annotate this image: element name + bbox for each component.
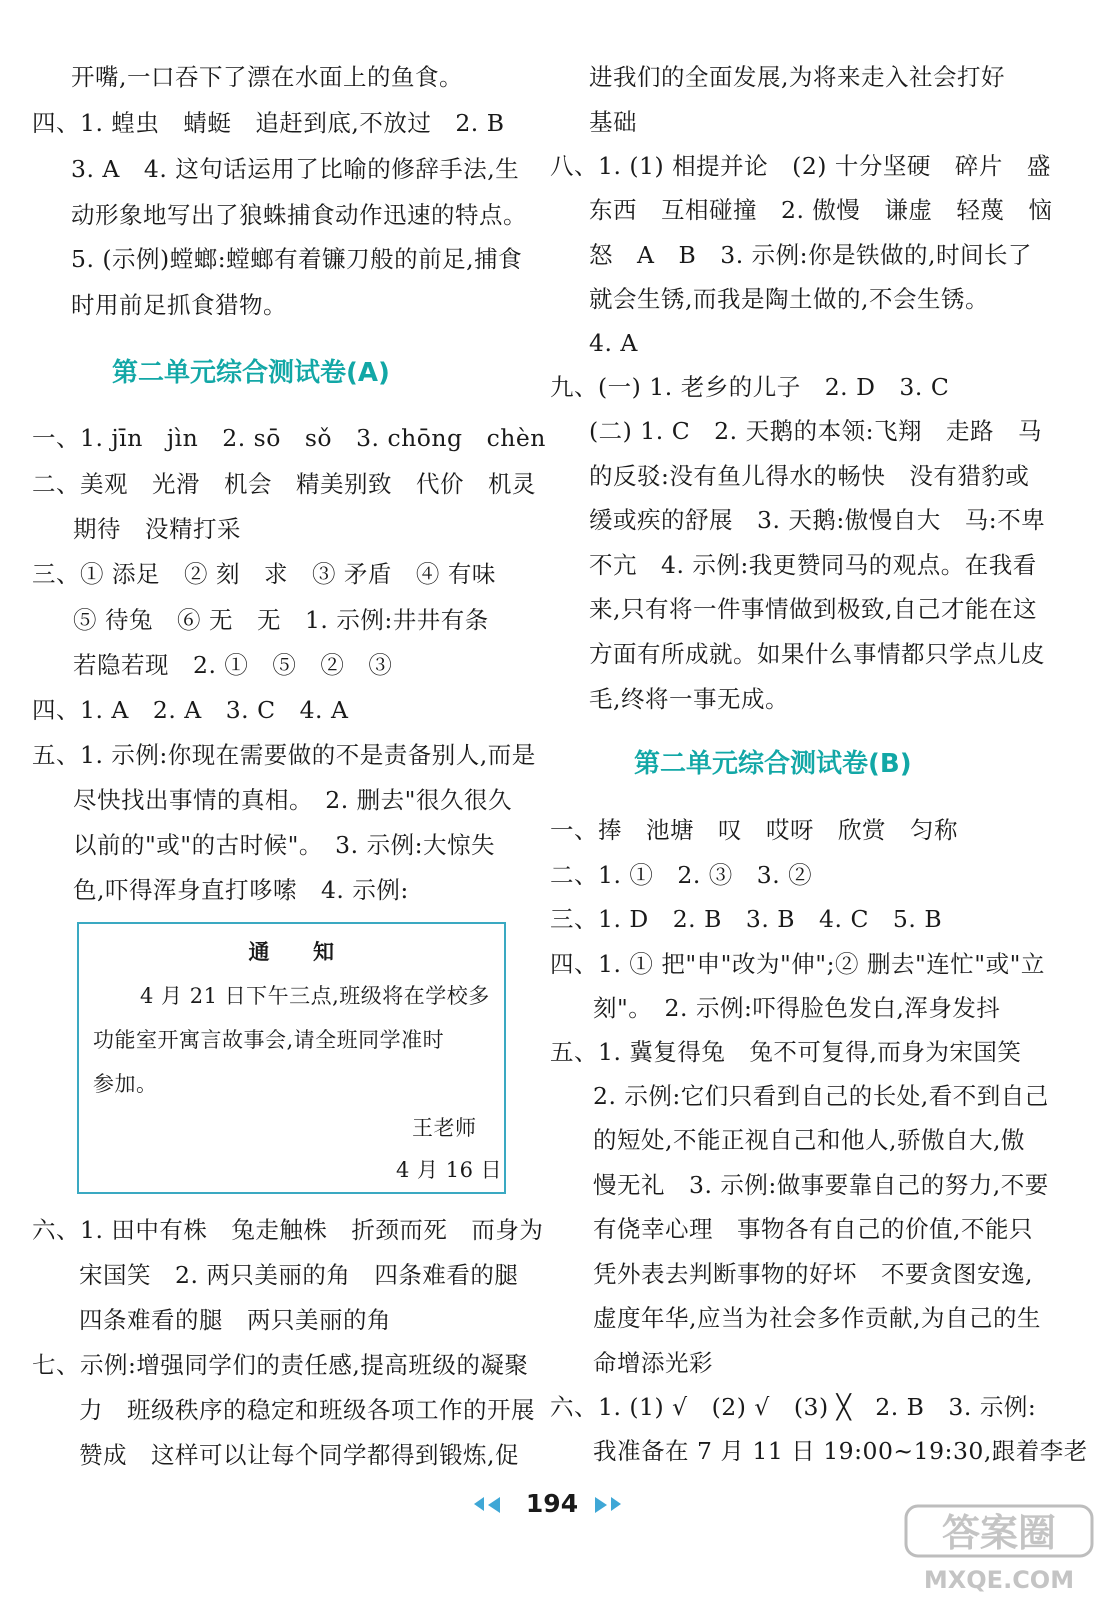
answer-line: 怒 A B 3. 示例:你是铁做的,时间长了 [589,241,1033,269]
answer-line: ⑤ 待兔 ⑥ 无 无 1. 示例:井井有条 [73,606,489,634]
answer-line: 五、1. 冀复得兔 兔不可复得,而身为宋国笑 [550,1038,1022,1066]
answer-line: 基础 [589,108,637,136]
section-heading-b: 第二单元综合测试卷(B) [634,749,912,779]
watermark-logo [898,1500,1098,1600]
answer-line: 四条难看的腿 两只美丽的角 [79,1306,391,1334]
arrow-right-icon [595,1497,607,1513]
arrow-left-icon [474,1497,484,1511]
notice-title: 通 知 [248,939,335,964]
intro-line: 开嘴,一口吞下了漂在水面上的鱼食。 [71,63,463,91]
answer-line: 3. A 4. 这句话运用了比喻的修辞手法,生 [71,155,520,183]
answer-line: 二、1. ① 2. ③ 3. ② [550,861,813,889]
answer-line: 若隐若现 2. ① ⑤ ② ③ [73,651,393,679]
answer-line: 的短处,不能正视自己和他人,骄傲自大,傲 [593,1126,1025,1154]
answer-line: 九、(一) 1. 老乡的儿子 2. D 3. C [550,373,950,401]
answer-line: 就会生锈,而我是陶土做的,不会生锈。 [589,285,989,313]
page-number: 194 [525,1489,579,1518]
answer-line: 期待 没精打采 [73,515,241,543]
answer-line: 宋国笑 2. 两只美丽的角 四条难看的腿 [79,1261,519,1289]
answer-line: 缓或疾的舒展 3. 天鹅:傲慢自大 马:不卑 [589,506,1046,534]
answer-line: 2. 示例:它们只看到自己的长处,看不到自己 [593,1082,1049,1110]
notice-body-line: 参加。 [93,1072,158,1096]
answer-line: 色,吓得浑身直打哆嗦 4. 示例: [73,876,409,904]
answer-line: 赞成 这样可以让每个同学都得到锻炼,促 [79,1441,519,1469]
answer-line: 四、1. ① 把"申"改为"伸";② 删去"连忙"或"立 [550,950,1045,978]
svg-text:MXQE.COM: MXQE.COM [923,1566,1075,1594]
answer-line: 5. (示例)螳螂:螳螂有着镰刀般的前足,捕食 [71,245,523,273]
answer-line: 来,只有将一件事情做到极致,自己才能在这 [589,595,1037,623]
answer-line: 以前的"或"的古时候"。 3. 示例:大惊失 [73,831,495,859]
answer-line: 时用前足抓食猎物。 [71,291,287,319]
answer-line: 一、捧 池塘 叹 哎呀 欣赏 匀称 [550,816,958,844]
answer-line: 四、1. 蝗虫 蜻蜓 追赶到底,不放过 2. B [32,109,505,137]
answer-line: 的反驳:没有鱼儿得水的畅快 没有猎豹或 [589,462,1030,490]
answer-line: 尽快找出事情的真相。 2. 删去"很久很久 [73,786,512,814]
answer-line: 二、美观 光滑 机会 精美别致 代价 机灵 [32,470,536,498]
answer-line: 慢无礼 3. 示例:做事要靠自己的努力,不要 [593,1171,1049,1199]
answer-line: 毛,终将一事无成。 [589,685,789,713]
answer-line: 六、1. 田中有株 兔走触株 折颈而死 而身为 [32,1216,544,1244]
answer-line: 东西 互相碰撞 2. 傲慢 谦虚 轻蔑 恼 [589,196,1053,224]
answer-line: 方面有所成就。如果什么事情都只学点儿皮 [589,640,1045,668]
answer-line: 虚度年华,应当为社会多作贡献,为自己的生 [593,1304,1041,1332]
answer-line: 4. A [589,329,638,357]
answer-line: 力 班级秩序的稳定和班级各项工作的开展 [79,1396,535,1424]
answer-line: 不亢 4. 示例:我更赞同马的观点。在我看 [589,551,1037,579]
answer-line: (二) 1. C 2. 天鹅的本领:飞翔 走路 马 [589,417,1042,445]
answer-line: 进我们的全面发展,为将来走入社会打好 [589,63,1005,91]
answer-line: 一、1. jīn jìn 2. sō sǒ 3. chōng chèn [32,424,546,452]
arrow-left-icon [488,1497,500,1513]
arrow-right-icon [611,1497,621,1511]
notice-signature: 王老师 [412,1116,477,1140]
answer-line: 七、示例:增强同学们的责任感,提高班级的凝聚 [32,1351,529,1379]
answer-line: 三、1. D 2. B 3. B 4. C 5. B [550,905,943,933]
answer-line: 动形象地写出了狼蛛捕食动作迅速的特点。 [71,201,527,229]
section-heading-a: 第二单元综合测试卷(A) [112,358,390,388]
notice-box [77,922,506,1194]
notice-body-line: 功能室开寓言故事会,请全班同学准时 [93,1028,445,1052]
watermark-graphic [898,1500,1098,1600]
answer-line: 三、① 添足 ② 刻 求 ③ 矛盾 ④ 有味 [32,560,496,588]
answer-line: 有侥幸心理 事物各有自己的价值,不能只 [593,1215,1033,1243]
svg-text:答案圈: 答案圈 [941,1511,1057,1555]
answer-line: 八、1. (1) 相提并论 (2) 十分坚硬 碎片 盛 [550,152,1051,180]
answer-line: 我准备在 7 月 11 日 19:00~19:30,跟着李老 [593,1437,1088,1465]
notice-body-line: 4 月 21 日下午三点,班级将在学校多 [140,984,490,1008]
answer-line: 六、1. (1) √ (2) √ (3) ╳ 2. B 3. 示例: [550,1393,1037,1421]
notice-date: 4 月 16 日 [396,1158,503,1182]
answer-line: 四、1. A 2. A 3. C 4. A [32,696,349,724]
answer-line: 命增添光彩 [593,1349,713,1377]
answer-line: 凭外表去判断事物的好坏 不要贪图安逸, [593,1260,1033,1288]
answer-line: 刻"。 2. 示例:吓得脸色发白,浑身发抖 [593,994,1001,1022]
answer-line: 五、1. 示例:你现在需要做的不是责备别人,而是 [32,741,536,769]
